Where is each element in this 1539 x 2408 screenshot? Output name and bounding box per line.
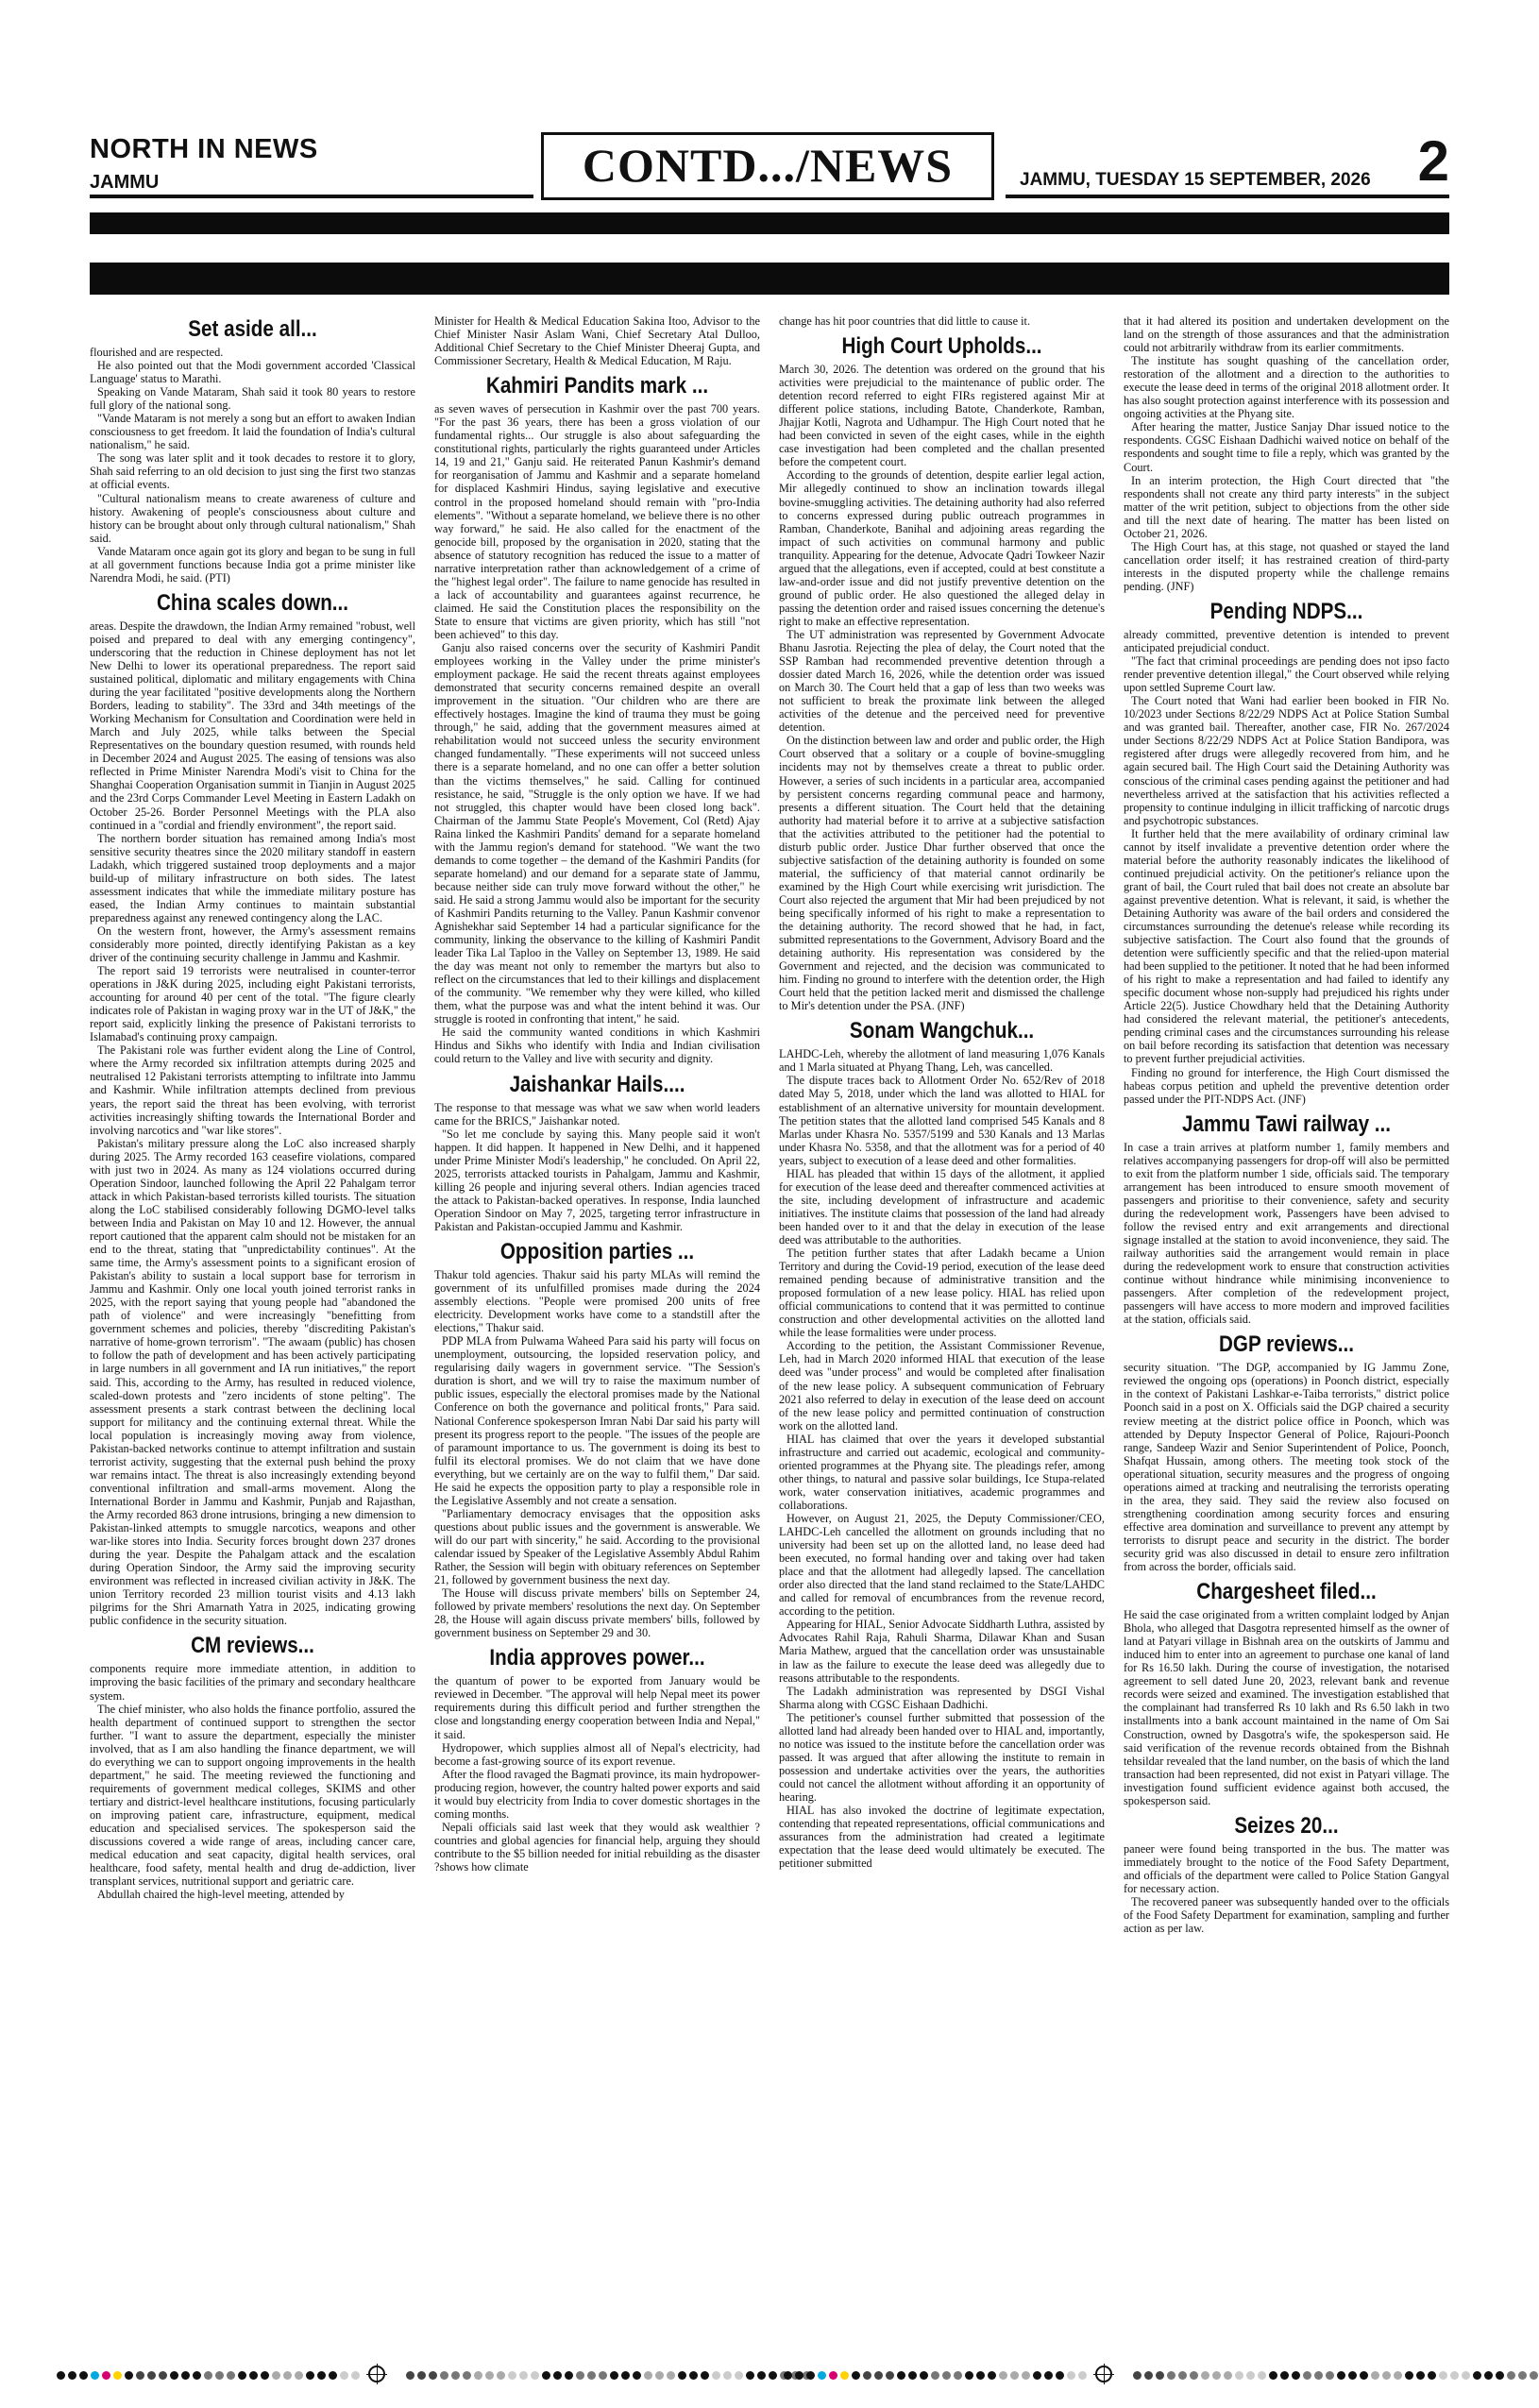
- print-swatch-icon: [840, 2371, 849, 2380]
- article-columns: [90, 314, 1449, 2354]
- print-swatch-icon: [576, 2371, 584, 2380]
- print-swatch-icon: [1314, 2371, 1323, 2380]
- article: [779, 333, 1105, 1012]
- article-paragraph: The petitioner's counsel further submitted that possession of the allotted land had already been handed over to HIAL and, importantly, no notice was issued to the institute before the cancellation order was passed. It was argued that after allowing the institute to remain in possession and undertake activities over the years, the authorities could not cancel the allotment without affording it an opportunity of hearing.: [779, 1710, 1105, 1804]
- article-paragraph: However, on August 21, 2025, the Deputy Commissioner/CEO, LAHDC-Leh cancelled the allotment on grounds including that no university had been set up on the allotted land, no lease deed had been executed, no formal handing over and taking over had taken place and that the allotment had allegedly lapsed. The cancellation order also directed that the land stand reclaimed to the State/LAHDC and called for removal of encumbrances from the revenue record, according to the petition.: [779, 1511, 1105, 1619]
- print-swatch-icon: [340, 2371, 348, 2380]
- article-paragraph: According to the grounds of detention, despite earlier legal action, Mir allegedly continued to show an inclination towards illegal bovine-smuggling activities. The detaining authority had also referred to concerns expressed during public outreach programmes in Ramban, Chanderkote, Banihal and adjoining areas regarding the impact of such activities on communal harmony and public tranquility. Appearing for the detenue, Advocate Qadri Towkeer Nazir argued that the allegations, even if accepted, could at best constitute a law-and-order issue and did not justify preventive detention on the ground of public order. He also questioned the alleged delay in passing the detention order and raised issues concerning the detenue's right to make an effective representation.: [779, 468, 1105, 628]
- dateline: JAMMU, TUESDAY 15 SEPTEMBER, 2026: [1020, 170, 1371, 190]
- article-paragraph: "So let me conclude by saying this. Many people said it won't happen. It did happen. It happened in New Delhi, and it happened under Prime Minister Modi's leadership," he concluded. On April 22, 2025, terrorists attacked tourists in Pahalgam, Jammu and Kashmir, killing 26 people and injuring several others. Indian agencies traced the attack to Pakistan-backed operatives. In response, India launched Operation Sindoor on May 7, 2025, targeting terror infrastructure in Pakistan and Pakistan-occupied Jammu and Kashmir.: [434, 1127, 760, 1233]
- article-headline: DGP reviews...: [1218, 1331, 1355, 1358]
- print-swatch-icon: [1224, 2371, 1232, 2380]
- article-paragraph: The High Court has, at this stage, not quashed or stayed the land cancellation order itself; it has restrained creation of third-party interests in the disputed property while the challenge remains pending. (JNF): [1124, 539, 1449, 593]
- print-swatch-icon: [1067, 2371, 1075, 2380]
- print-swatch-icon: [954, 2371, 962, 2380]
- article-paragraph: The chief minister, who also holds the finance portfolio, assured the health department of continued support to strengthen the sector further. "I want to assure the department, especially the minister involved, that as I am also handling the finance department, we will do everything we can to support ongoing improvements in the health department," he said. The meeting reviewed the functioning and requirements of government medical colleges, SKIMS and other tertiary and district-level healthcare institutions, focusing particularly on improving patient care, infrastructure, equipment, medical education and specialised services. The spokesperson said the discussions covered a wide range of areas, including cancer care, medical education and seat capacity, digital health services, oral healthcare, food safety, mental health and drug de-addiction, liver transplant services, nutritional support and geriatric care.: [90, 1702, 415, 1889]
- color-swatches-left: [57, 2366, 360, 2384]
- print-swatch-icon: [440, 2371, 448, 2380]
- article: [434, 314, 760, 367]
- section-title: CONTD.../NEWS: [541, 132, 994, 200]
- article-headline: China scales down...: [156, 589, 349, 616]
- print-swatch-icon: [565, 2371, 573, 2380]
- article: [434, 1239, 760, 1639]
- article-paragraph: On the distinction between law and order and public order, the High Court observed that a solitary or a couple of bovine-smuggling incidents may not by themselves create a threat to public order. However, a series of such incidents in a particular area, accompanied by persistent concerns regarding communal peace and harmony, presents a different situation. The Court held that the detaining authority had material before it to arrive at a subjective satisfaction that the activities attributed to the petitioner had the potential to disturb public order. Justice Dhar further observed that once the subjective satisfaction of the detaining authority is founded on some material, the sufficiency of that material cannot ordinarily be examined by the High Court while exercising writ jurisdiction. The Court also rejected the argument that Mir had been prejudiced by not being specifically informed of his right to make a representation to the detaining authority. The record showed that he had, in fact, submitted representations to the Government, Advisory Board and the detaining authority. His representation was considered by the Government and rejected, and the decision was communicated to him. Finding no ground to interfere with the detention order, the High Court held that the petition lacked merit and dismissed the challenge to Mir's detention under the PSA. (JNF): [779, 734, 1105, 1013]
- print-swatch-icon: [610, 2371, 618, 2380]
- article: [434, 1072, 760, 1233]
- print-swatch-icon: [1022, 2371, 1030, 2380]
- print-swatch-icon: [795, 2371, 803, 2380]
- article-paragraph: HIAL has pleaded that within 15 days of the allotment, it applied for execution of the lease deed and thereafter commenced activities at the site, including development of infrastructure and academic initiatives. The institute claims that possession of the land had already been handed over to it and that the delay in execution of the lease deed was attributable to the authorities.: [779, 1166, 1105, 1246]
- print-swatch-icon: [1462, 2371, 1470, 2380]
- print-swatch-icon: [988, 2371, 996, 2380]
- print-swatch-icon: [1394, 2371, 1402, 2380]
- print-swatch-icon: [1144, 2371, 1153, 2380]
- print-swatch-icon: [57, 2371, 65, 2380]
- article-paragraph: The recovered paneer was subsequently handed over to the officials of the Food Safety Department for examination, sampling and further action as per law.: [1124, 1894, 1449, 1936]
- article-paragraph: On the western front, however, the Army's assessment remains considerably more pointed, directly identifying Pakistan as a key driver of the continuing security challenge in Jammu and Kashmir.: [90, 924, 415, 965]
- article-paragraph: He also pointed out that the Modi government accorded 'Classical Language' status to Marathi.: [90, 359, 415, 386]
- article-paragraph: HIAL has claimed that over the years it developed substantial infrastructure and carried out academic, ecological and community-oriented programmes at the Phyang site. The pleadings refer, among other things, to natural and passive solar buildings, Ice Stupa-related work, water conservation initiatives, academic programmes and collaborations.: [779, 1432, 1105, 1512]
- print-registration-strip: [57, 2366, 1482, 2384]
- article-paragraph: security situation. "The DGP, accompanied by IG Jammu Zone, reviewed the ongoing ops (operations) in Poonch district, especially in the context of Pakistani Lashkar-e-Taiba terrorists," district police Poonch said in a post on X. Officials said the DGP chaired a security review meeting at the district police office in Poonch, which was attended by Deputy Inspector General of Police, Rajouri-Poonch range, Sandeep Wazir and Senior Superintendent of Police, Poonch, Shafqat Hussain, among others. The meeting took stock of the operational situation, security measures and the progress of ongoing operations aimed at tracking and neutralising the terrorists operating in the area, they said. They said the review also focused on strengthening coordination among security forces and ensuring effective area domination and surveillance to prevent any attempt by terrorists to disrupt peace and security in the district. The border security grid was also discussed in detail to ensure zero infiltration from across the border, officials said.: [1124, 1361, 1449, 1574]
- print-swatch-icon: [1269, 2371, 1277, 2380]
- print-swatch-icon: [757, 2371, 766, 2380]
- article: [90, 1633, 415, 1901]
- print-swatch-icon: [678, 2371, 686, 2380]
- article-headline: Seizes 20...: [1234, 1812, 1339, 1839]
- print-swatch-icon: [317, 2371, 326, 2380]
- article-paragraph: The petition further states that after Ladakh became a Union Territory and during the Covid-19 period, execution of the lease deed remained pending because of administrative transition and the proposed formulation of a new lease policy. HIAL has relied upon official communications to contend that it was permitted to continue construction and other developmental activities on the allotted land while the lease formalities were under process.: [779, 1246, 1105, 1340]
- print-swatch-icon: [863, 2371, 871, 2380]
- article: [90, 590, 415, 1628]
- print-swatch-icon: [181, 2371, 190, 2380]
- print-swatch-icon: [1450, 2371, 1459, 2380]
- print-swatch-icon: [701, 2371, 709, 2380]
- article-headline: Jaishankar Hails....: [509, 1071, 685, 1097]
- print-swatch-icon: [1473, 2371, 1481, 2380]
- article-paragraph: Nepali officials said last week that they would ask wealthier ?countries and global agencies for financial help, arguing they should contribute to the $5 billion needed for initial rebuilding as the disaster ?shows how climate: [434, 1820, 760, 1874]
- color-swatches-right: [784, 2366, 1087, 2384]
- print-swatch-icon: [1201, 2371, 1209, 2380]
- registration-mark-icon: [368, 2366, 385, 2383]
- article-headline: India approves power...: [489, 1645, 705, 1671]
- print-swatch-icon: [417, 2371, 426, 2380]
- masthead-rule-left: [90, 195, 533, 198]
- print-swatch-icon: [1010, 2371, 1019, 2380]
- print-swatch-icon: [1439, 2371, 1447, 2380]
- article-headline: Chargesheet filed...: [1196, 1579, 1377, 1605]
- print-swatch-icon: [1246, 2371, 1255, 2380]
- print-swatch-icon: [1167, 2371, 1175, 2380]
- column-3: [779, 314, 1105, 2354]
- print-swatch-icon: [1496, 2371, 1504, 2380]
- article-paragraph: In an interim protection, the High Court directed that "the respondents shall not create any third party interests" in the subject matter of the writ petition, subject to objections from the other side and till the next date of hearing. The matter has been listed on October 21, 2026.: [1124, 473, 1449, 540]
- article-paragraph: already committed, preventive detention is intended to prevent anticipated prejudicial conduct.: [1124, 627, 1449, 655]
- header-band-bottom: [90, 263, 1449, 295]
- print-swatch-icon: [451, 2371, 460, 2380]
- article-paragraph: The UT administration was represented by Government Advocate Bhanu Jasrotia. Rejecting the plea of delay, the Court noted that the SSP Ramban had recommended preventive detention through a dossier dated March 16, 2026, while the detention order was issued on March 30. The Court held that a gap of less than two weeks was not sufficient to break the proximate link between the alleged activities of the detenue and the perceived need for preventive detention.: [779, 627, 1105, 735]
- print-swatch-icon: [976, 2371, 985, 2380]
- print-swatch-icon: [599, 2371, 607, 2380]
- print-swatch-icon: [329, 2371, 337, 2380]
- gray-swatches-left: [406, 2366, 811, 2384]
- article-paragraph: Speaking on Vande Mataram, Shah said it took 80 years to restore full glory of the national song.: [90, 385, 415, 413]
- print-swatch-icon: [1258, 2371, 1266, 2380]
- article-headline: Set aside all...: [188, 316, 317, 342]
- print-swatch-icon: [519, 2371, 528, 2380]
- print-swatch-icon: [1303, 2371, 1311, 2380]
- print-swatch-icon: [874, 2371, 883, 2380]
- article-paragraph: paneer were found being transported in the bus. The matter was immediately brought to the notice of the Food Safety Department, and officials of the department were called to Police Station Gangyal for necessary action.: [1124, 1841, 1449, 1895]
- article-paragraph: He said the community wanted conditions in which Kashmiri Hindus and Sikhs who identify with India and Indian civilisation could return to the Valley and live with security and dignity.: [434, 1026, 760, 1066]
- print-swatch-icon: [1280, 2371, 1289, 2380]
- print-swatch-icon: [1156, 2371, 1164, 2380]
- edition-city: JAMMU: [90, 172, 160, 193]
- article: [1124, 599, 1449, 1106]
- print-swatch-icon: [908, 2371, 917, 2380]
- print-swatch-icon: [102, 2371, 110, 2380]
- article-paragraph: March 30, 2026. The detention was ordered on the ground that his activities were prejudicial to the maintenance of public order. The detention record referred to eight FIRs registered against Mir at different police stations, including Batote, Chanderkote, Ramban, Jhajjar Kotli, Nagrota and Udhampur. The High Court noted that he had been convicted in seven of the eight cases, while in the eighth case investigation had been completed and the challan presented before the competent court.: [779, 363, 1105, 469]
- print-swatch-icon: [1405, 2371, 1413, 2380]
- print-swatch-icon: [306, 2371, 314, 2380]
- print-swatch-icon: [1078, 2371, 1087, 2380]
- print-swatch-icon: [68, 2371, 76, 2380]
- article-paragraph: The northern border situation has remained among India's most sensitive security theatres since the 2020 military standoff in eastern Ladakh, which triggered sustained troop deployments and a major build-up of military infrastructure on both sides. The latest assessment indicates that while the immediate military posture has eased, the Indian Army continues to maintain substantial preparedness against any renewed contingency along the LAC.: [90, 831, 415, 924]
- article-paragraph: Hydropower, which supplies almost all of Nepal's electricity, had become a fast-growing source of its export revenue.: [434, 1740, 760, 1768]
- print-swatch-icon: [249, 2371, 258, 2380]
- article-paragraph: as seven waves of persecution in Kashmir over the past 700 years. "For the past 36 years, there has been a gross violation of our fundamental rights... Our struggle is also about safeguarding the constitutional rights, particularly the rights guaranteed under Articles 14, 19 and 21," Ganju said. He reiterated Panun Kashmir's demand for reorganisation of Jammu and Kashmir and a separate homeland for displaced Kashmiri Hindus, saying legislative and executive control in the proposed homeland should remain with "pro-India elements". "Without a separate homeland, we believe there is no other way forward," he said. He also called for the enactment of the genocide bill, proposed by the organisation in 2020, stating that the absence of statutory recognition has reduced the issue to a matter of narrative interpretation rather than acknowledgement of a crime of the "highest legal order". The failure to name genocide has resulted in a lack of accountability and guarantees against recurrence, he claimed. He said the Constitution places the responsibility on the State to ensure that victims are given priority, which has still "not been achieved" to this day.: [434, 402, 760, 641]
- print-swatch-icon: [283, 2371, 292, 2380]
- article-paragraph: "Parliamentary democracy envisages that the opposition asks questions about public issues and the government is answerable. We will do our part with sincerity," he said. According to the provisional calendar issued by Speaker of the Legislative Assembly Abdul Rahim Rather, the Session will begin with obituary references on September 21, followed by government business the next day.: [434, 1506, 760, 1587]
- print-swatch-icon: [508, 2371, 516, 2380]
- print-swatch-icon: [942, 2371, 951, 2380]
- article: [779, 1018, 1105, 1870]
- print-swatch-icon: [351, 2371, 360, 2380]
- page-number: 2: [1417, 129, 1449, 193]
- print-swatch-icon: [136, 2371, 144, 2380]
- print-swatch-icon: [170, 2371, 178, 2380]
- article-paragraph: The song was later split and it took decades to restore it to glory, Shah said referring to an old decision to just sing the first two stanzas at official events.: [90, 451, 415, 492]
- print-swatch-icon: [723, 2371, 732, 2380]
- print-swatch-icon: [227, 2371, 235, 2380]
- print-swatch-icon: [1484, 2371, 1493, 2380]
- print-swatch-icon: [587, 2371, 596, 2380]
- print-swatch-icon: [999, 2371, 1007, 2380]
- article-paragraph: areas. Despite the drawdown, the Indian Army remained "robust, well poised and prepared to deal with any emerging contingency", underscoring that the reduction in Chinese deployment has not let New Delhi to lower its operational preparedness. The report said sustained political, diplomatic and military engagements with China during the year facilitated "positive developments along the Northern Borders, leading to stability". The 33rd and 34th meetings of the Working Mechanism for Consultation and Coordination were held in March and July 2025, while talks between the Special Representatives on the boundary question resumed, with rounds held in December 2024 and August 2025. The easing of tensions was also reflected in Prime Minister Narendra Modi's visit to China for the Shanghai Cooperation Organisation summit in Tianjin in August 2025 and the 23rd Corps Commander Level Meeting in Eastern Ladakh on October 25-26. Border Personnel Meetings with the PLA also continued in a "cordial and friendly environment", the report said.: [90, 619, 415, 832]
- print-swatch-icon: [1416, 2371, 1425, 2380]
- print-swatch-icon: [689, 2371, 698, 2380]
- article: [1124, 1331, 1449, 1573]
- article: [434, 1645, 760, 1874]
- article-paragraph: LAHDC-Leh, whereby the allotment of land measuring 1,076 Kanals and 1 Marla situated at Phyang Thang, Leh, was cancelled.: [779, 1047, 1105, 1075]
- article-paragraph: Abdullah chaired the high-level meeting, attended by: [97, 1888, 345, 1902]
- article: [1124, 314, 1449, 593]
- print-swatch-icon: [1133, 2371, 1142, 2380]
- article-paragraph: The dispute traces back to Allotment Order No. 652/Rev of 2018 dated May 5, 2018, under which the land was allotted to HIAL for establishment of an alternative university for mountain development. The petition states that the allotted land comprised 545 Kanals and 8 Marlas under Khasra No. 5357/5199 and 530 Kanals and 13 Marlas under Khasra No. 5358, and that the allotment was for a period of 40 years, subject to execution of a lease deed and other formalities.: [779, 1074, 1105, 1167]
- print-swatch-icon: [113, 2371, 122, 2380]
- article-paragraph: Appearing for HIAL, Senior Advocate Siddharth Luthra, assisted by Advocates Rahil Raja, Rahuli Sharma, Dilawar Khan and Susan Maria Mathew, argued that the cancellation order was unsustainable in law as the failure to execute the lease deed was allegedly due to reasons attributable to the respondents.: [779, 1618, 1105, 1685]
- print-swatch-icon: [1212, 2371, 1221, 2380]
- column-1: [90, 314, 415, 2354]
- print-swatch-icon: [633, 2371, 641, 2380]
- article: [779, 314, 1105, 328]
- print-swatch-icon: [159, 2371, 167, 2380]
- print-swatch-icon: [1530, 2371, 1538, 2380]
- print-swatch-icon: [1044, 2371, 1053, 2380]
- article-headline: Opposition parties ...: [499, 1239, 695, 1264]
- print-swatch-icon: [886, 2371, 894, 2380]
- print-swatch-icon: [897, 2371, 905, 2380]
- article-paragraph: "The fact that criminal proceedings are pending does not ipso facto render preventive detention illegal," the Court observed while relying upon settled Supreme Court law.: [1124, 654, 1449, 695]
- article-paragraph: Thakur told agencies. Thakur said his party MLAs will remind the government of its unfulfilled promises made during the 2024 assembly elections. "People were promised 200 units of free electricity. Development works have come to a standstill after the elections," Thakur said.: [434, 1268, 760, 1335]
- print-swatch-icon: [485, 2371, 494, 2380]
- article: [1124, 1813, 1449, 1935]
- header-band-top: [90, 212, 1449, 234]
- gray-swatches-right: [1133, 2366, 1538, 2384]
- article-paragraph: In case a train arrives at platform number 1, family members and relatives accompanying passengers for drop-off will also be permitted to exit from the platform number 1 side, officials said. The temporary arrangement has been introduced to ensure smooth movement of passengers and prioritise to their convenience, safety and security during the redevelopment work, Passengers have been advised to follow the revised entry and exit arrangements and directional signage installed at the station to avoid inconvenience, they said. The railway authorities said the arrangement would remain in place during the redevelopment work to ensure that construction activities continue without hindrance while minimising inconvenience to passengers. After completion of the redevelopment project, passengers will have access to more modern and improved facilities at the station, officials said.: [1124, 1140, 1449, 1327]
- print-swatch-icon: [1033, 2371, 1041, 2380]
- print-swatch-icon: [965, 2371, 973, 2380]
- article-paragraph: that it had altered its position and undertaken development on the land on the strength of those assurances and that the administration could not arbitrarily withdraw from its earlier commitments.: [1124, 314, 1449, 355]
- print-swatch-icon: [204, 2371, 212, 2380]
- print-swatch-icon: [125, 2371, 133, 2380]
- print-swatch-icon: [1056, 2371, 1064, 2380]
- column-4: [1124, 314, 1449, 2354]
- article-headline: Kahmiri Pandits mark ...: [485, 373, 709, 399]
- article-paragraph: "Vande Mataram is not merely a song but an effort to awaken Indian consciousness to get freedom. It laid the foundation of India's cultural nationalism," he said.: [90, 412, 415, 452]
- article-paragraph: Pakistan's military pressure along the LoC also increased sharply during 2025. The Army recorded 163 ceasefire violations, compared with just two in 2024. As many as 124 violations occurred during Operation Sindoor, launched following the April 22 Pahalgam terror attack in which Pakistan-based terrorists killed tourists. The situation along the LoC stabilised considerably following DGMO-level talks between India and Pakistan on May 10 and 12. However, the annual report cautioned that the apparent calm should not be mistaken for an end to the threat, stating that "unpredictability continues". At the same time, the Army's assessment points to a significant erosion of Pakistan's ability to sustain a local support base for terrorism in Jammu and Kashmir. Only one local youth joined terrorist ranks in 2025, with the report saying that young people had "abandoned the path of violence" and were increasingly "benefitting from government schemes and policies, thereby "discrediting Pakistan's narrative of home-grown terrorism". "The awaam (public) has chosen to follow the path of development and has been actively participating in large numbers in all government and IA run initiatives," the report said. This, according to the Army, has resulted in reduced violence, scaled-down protests and "zero incidents of stone pelting". The assessment presents a stark contrast between the declining local support for militancy and the continuing external threat. While the local population is increasingly moving away from violence, Pakistan-backed networks continue to attempt infiltration and sustain terrorist activity, suggesting that the external push behind the proxy war remains intact. The threat is also increasingly extending beyond conventional infiltration and small-arms movement. Along the International Border in Jammu and Kashmir, Punjab and Rajasthan, the Army recorded 863 drone intrusions, bringing a new dimension to Pakistan-linked attempts to smuggle narcotics, weapons and other war-like stores into India. Security forces brought down 237 drones during the year. Despite the Pahalgam attack and the escalation during Operation Sindoor, the Army said the improving security environment was reflected in increased civilian activity in J&K. The union Territory recorded 23 million tourist visits and 4.13 lakh pilgrims for the Shri Amarnath Yatra in 2025, indicating growing public confidence in the security situation.: [90, 1136, 415, 1628]
- print-swatch-icon: [531, 2371, 539, 2380]
- print-swatch-icon: [1337, 2371, 1345, 2380]
- print-swatch-icon: [147, 2371, 156, 2380]
- article: [1124, 1579, 1449, 1807]
- masthead: [90, 129, 1449, 202]
- article-paragraph: flourished and are respected.: [90, 346, 224, 359]
- article-paragraph: The report said 19 terrorists were neutralised in counter-terror operations in J&K during 2025, including eight Pakistani terrorists, accounting for around 40 per cent of the total. "The figure clearly indicates role of Pakistan in waging proxy war in the UT of J&K," the report said, explicitly linking the presence of Pakistani terrorists to Islamabad's continuing proxy campaign.: [90, 964, 415, 1044]
- print-swatch-icon: [829, 2371, 837, 2380]
- print-swatch-icon: [295, 2371, 303, 2380]
- article-paragraph: The House will discuss private members' bills on September 24, followed by private members' resolutions the next day. On September 28, the House will again discuss private members' bills, followed by government business on September 29 and 30.: [434, 1586, 760, 1640]
- print-swatch-icon: [463, 2371, 471, 2380]
- print-swatch-icon: [920, 2371, 928, 2380]
- print-swatch-icon: [193, 2371, 201, 2380]
- print-swatch-icon: [79, 2371, 88, 2380]
- article-paragraph: Minister for Health & Medical Education Sakina Itoo, Advisor to the Chief Minister Nasir Aslam Wani, Chief Secretary Atal Dulloo, Additional Chief Secretary to the Chief Minister Dheeraj Gupta, and Commissioner Secretary, Health & Medical Education, M Raju.: [434, 314, 760, 368]
- print-swatch-icon: [735, 2371, 743, 2380]
- article-paragraph: The response to that message was what we saw when world leaders came for the BRICS," Jaishankar noted.: [434, 1100, 760, 1128]
- print-swatch-icon: [542, 2371, 550, 2380]
- print-swatch-icon: [1518, 2371, 1527, 2380]
- article-headline: Sonam Wangchuk...: [849, 1018, 1035, 1044]
- print-swatch-icon: [1371, 2371, 1379, 2380]
- print-swatch-icon: [806, 2371, 815, 2380]
- print-swatch-icon: [406, 2371, 414, 2380]
- article-paragraph: components require more immediate attention, in addition to improving the basic facilities of the primary and secondary healthcare system.: [90, 1662, 415, 1703]
- print-swatch-icon: [852, 2371, 860, 2380]
- article-paragraph: After the flood ravaged the Bagmati province, its main hydropower-producing region, however, the country halted power exports and said it would buy electricity from India to cover domestic shortages in the coming months.: [434, 1767, 760, 1821]
- print-swatch-icon: [1326, 2371, 1334, 2380]
- print-swatch-icon: [1190, 2371, 1198, 2380]
- print-swatch-icon: [644, 2371, 652, 2380]
- article-paragraph: change has hit poor countries that did little to cause it.: [779, 314, 1031, 328]
- paper-name: NORTH IN NEWS: [90, 134, 318, 164]
- article: [90, 316, 415, 585]
- article-paragraph: The institute has sought quashing of the cancellation order, restoration of the allotment and a direction to the authorities to execute the lease deed in terms of the original 2018 allotment order. It has also sought protection against interference with its possession and ongoing activities at the Phyang site.: [1124, 354, 1449, 421]
- print-swatch-icon: [238, 2371, 246, 2380]
- article-paragraph: HIAL has also invoked the doctrine of legitimate expectation, contending that repeated representations, official communications and assurances from the administration had created a legitimate expectation that the lease deed would ultimately be executed. The petitioner submitted: [779, 1804, 1105, 1871]
- article-paragraph: The Ladakh administration was represented by DSGI Vishal Sharma along with CGSC Eishaan Dadhichi.: [779, 1684, 1105, 1711]
- print-swatch-icon: [784, 2371, 792, 2380]
- article-paragraph: After hearing the matter, Justice Sanjay Dhar issued notice to the respondents. CGSC Eishaan Dadhichi waived notice on behalf of the respondents and sought time to file a reply, which was granted by the Court.: [1124, 420, 1449, 474]
- article-paragraph: PDP MLA from Pulwama Waheed Para said his party will focus on unemployment, outsourcing, the lopsided reservation policy, and regularising daily wagers in government service. "The Session's duration is short, and we will try to raise the maximum number of public issues, especially the electoral promises made by the National Conference on both the governance and political fronts," Para said. National Conference spokesperson Imran Nabi Dar said his party will present its progress report to the people. "The issues of the people are of paramount importance to us. The government is doing its best to fulfil its electoral promises. We do not claim that we have done everything, but we certainly are on the way to fulfil them," Dar said. He said he expects the opposition party to play a responsible role in the Legislative Assembly and not create a sensation.: [434, 1334, 760, 1507]
- print-swatch-icon: [667, 2371, 675, 2380]
- article-headline: Pending NDPS...: [1209, 598, 1363, 624]
- print-swatch-icon: [746, 2371, 754, 2380]
- print-swatch-icon: [91, 2371, 99, 2380]
- print-swatch-icon: [621, 2371, 630, 2380]
- article-paragraph: Finding no ground for interference, the High Court dismissed the habeas corpus petition and upheld the preventive detention order passed under the PIT-NDPS Act. (JNF): [1124, 1065, 1449, 1106]
- print-swatch-icon: [1178, 2371, 1187, 2380]
- print-swatch-icon: [1292, 2371, 1300, 2380]
- print-swatch-icon: [712, 2371, 720, 2380]
- article-headline: CM reviews...: [191, 1633, 314, 1659]
- print-swatch-icon: [261, 2371, 269, 2380]
- print-swatch-icon: [1428, 2371, 1436, 2380]
- article-paragraph: The Pakistani role was further evident along the Line of Control, where the Army recorded six infiltration attempts during 2025 and neutralised 12 Pakistani terrorists attempting to infiltrate into Jammu and Kashmir. While infiltration attempts declined from previous years, the report said the threat has been evolving, with terrorist activities increasingly shifting towards the International Border and involving narcotics and "war like stores".: [90, 1043, 415, 1137]
- print-swatch-icon: [272, 2371, 280, 2380]
- article: [1124, 1111, 1449, 1327]
- article-paragraph: the quantum of power to be exported from January would be reviewed in December. "The approval will help Nepal meet its power requirements during this difficult period and further strengthen the close and longstanding energy cooperation between India and Nepal," it said.: [434, 1674, 760, 1741]
- article-paragraph: "Cultural nationalism means to create awareness of culture and history. Awakening of people's consciousness about culture and history can be brought about only through cultural nationalism," Shah said.: [90, 491, 415, 545]
- print-swatch-icon: [1235, 2371, 1243, 2380]
- print-swatch-icon: [1348, 2371, 1357, 2380]
- print-swatch-icon: [553, 2371, 562, 2380]
- article-paragraph: According to the petition, the Assistant Commissioner Revenue, Leh, had in March 2020 informed HIAL that execution of the lease deed was "under process" and would be completed after finalisation of the new lease policy. A subsequent communication of February 2021 also referred to delay in execution of the lease deed on account of the new lease policy and permitted continuation of construction work on the allotted land.: [779, 1339, 1105, 1433]
- print-swatch-icon: [818, 2371, 826, 2380]
- article-paragraph: Ganju also raised concerns over the security of Kashmiri Pandit employees working in the Valley under the prime minister's employment package. He said the recent threats against employees demonstrated that security concerns remained despite an overall improvement in the situation. "Our children who are there are effectively hostages. Imagine the kind of trauma they must be going through," he said, adding that the government measures aimed at rehabilitation would not succeed unless the security environment changed fundamentally. "These experiments will not succeed unless there is a separate homeland, and no one can offer a better solution than the victims themselves," he said. Calling for continued resistance, he said, "Struggle is the only option we have. If we had not struggled, this chapter would have been closed long back". Chairman of the Jammu State People's Movement, Col (Retd) Ajay Raina linked the Kashmiri Pandits' demand for a separate homeland with the Jammu region's demand for statehood. "We want the two demands to come together – the demand of the Kashmiri Pandits (for separate homeland) and our demand for a separate state of Jammu, because neither side can truly move forward without the other," he said. He said a strong Jammu would also be important for the security of Kashmiri Pandits returning to the Valley. Panun Kashmir convenor Agnishekhar said September 14 had a particular significance for the community, linking the observance to the killing of Kashmiri Pandit leader Tika Lal Taploo in the Valley on September 13, 1989. He said the day was meant not only to remember the martyrs but also to reflect on the circumstances that led to their killings and displacement of the community. "We remember why they were killed, who killed them, what the purpose was and what the intent behind it was. Our struggle is rooted in confronting that intent," he said.: [434, 641, 760, 1026]
- article-paragraph: It further held that the mere availability of ordinary criminal law cannot by itself invalidate a preventive detention order where the material before the authority reasonably indicates the likelihood of continued prejudicial activity. On the petitioner's reliance upon the grant of bail, the Court ruled that bail does not create an absolute bar against preventive detention. What is relevant, it said, is whether the Detaining Authority was aware of the bail orders and considered the circumstances surrounding the detenue's release while recording its subjective satisfaction. The Court also found that the grounds of detention were sufficiently specific and that the relied-upon material had been supplied to the petitioner. It noted that he had been informed of his right to make a representation and had failed to identify any specific document whose non-supply had prejudiced his rights under Article 22(5). Justice Chowdhary held that the Detaining Authority had considered the relevant material, the petitioner's antecedents, pending criminal cases and the circumstances surrounding his release on bail before recording its satisfaction that detention was necessary to prevent further prejudicial activities.: [1124, 826, 1449, 1066]
- column-2: [434, 314, 760, 2354]
- article-paragraph: He said the case originated from a written complaint lodged by Anjan Bhola, who alleged that Dasgotra represented himself as the owner of land at Patyari village in Bishnah area on the outskirts of Jammu and induced him to enter into an agreement to purchase one kanal of land for Rs 16.50 lakh. During the course of investigation, the notarised agreement to sell dated June 20, 2023, relevant bank and revenue records were seized and examined. The investigation established that the complainant had transferred Rs 10 lakh and Rs 6.50 lakh in two installments into a bank account maintained in the name of Om Sai Construction, owned by Dasgotra's wife, the spokesperson said. He said verification of the revenue records obtained from the Bishnah tehsildar revealed that the land number, on the basis of which the land transaction had been represented, did not exist in Patyari village. The investigation found sufficient evidence against both accused, the spokesperson said.: [1124, 1608, 1449, 1807]
- article-paragraph: The Court noted that Wani had earlier been booked in FIR No. 10/2023 under Sections 8/22/29 NDPS Act at Police Station Sumbal and was granted bail. Thereafter, another case, FIR No. 267/2024 under Sections 8/22/29 NDPS Act at Police Station Bandipora, was registered after drugs were allegedly recovered from him, and he again secured bail. The High Court said the Detaining Authority was conscious of the criminal cases pending against the petitioner and had nevertheless arrived at the satisfaction that his activities reflected a propensity to continue indulging in illicit trafficking of narcotic drugs and psychotropic substances.: [1124, 694, 1449, 827]
- print-swatch-icon: [474, 2371, 482, 2380]
- print-swatch-icon: [655, 2371, 664, 2380]
- print-swatch-icon: [215, 2371, 224, 2380]
- article-headline: Jammu Tawi railway ...: [1181, 1111, 1392, 1137]
- print-swatch-icon: [1360, 2371, 1368, 2380]
- masthead-rule-right: [1006, 195, 1449, 198]
- registration-mark-icon: [1095, 2366, 1112, 2383]
- print-swatch-icon: [931, 2371, 939, 2380]
- print-swatch-icon: [429, 2371, 437, 2380]
- article: [434, 373, 760, 1065]
- print-swatch-icon: [769, 2371, 777, 2380]
- article-headline: High Court Upholds...: [841, 333, 1042, 360]
- print-swatch-icon: [1507, 2371, 1515, 2380]
- print-swatch-icon: [497, 2371, 505, 2380]
- print-swatch-icon: [1382, 2371, 1391, 2380]
- article-paragraph: Vande Mataram once again got its glory and began to be sung in full at all government functions because India got a prime minister like Narendra Modi, he said. (PTI): [90, 544, 415, 585]
